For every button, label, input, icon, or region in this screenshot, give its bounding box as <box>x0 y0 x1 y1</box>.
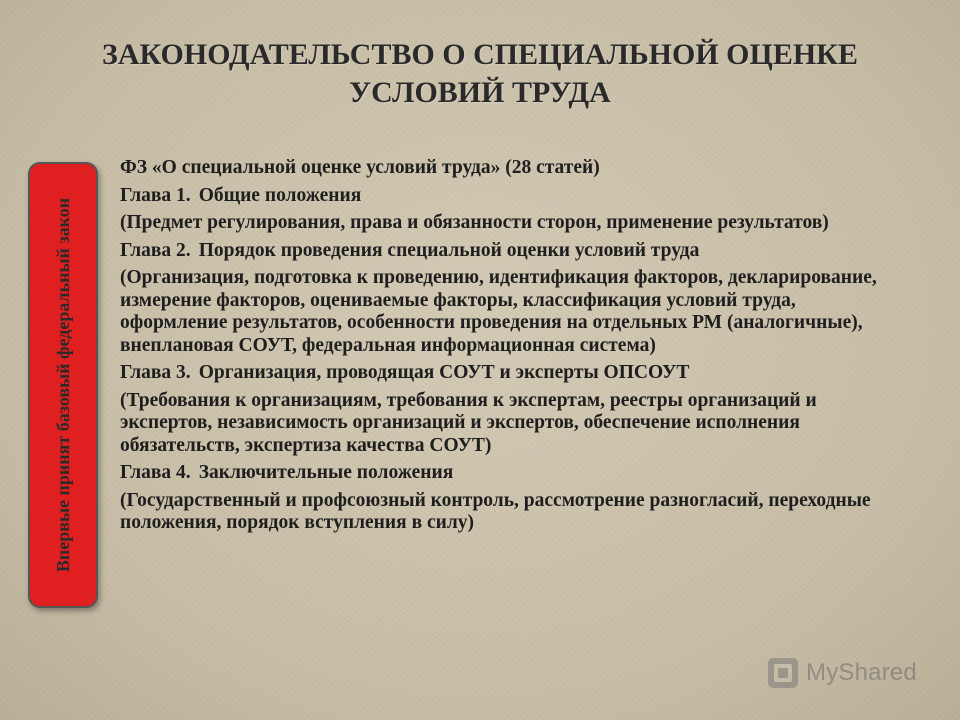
chapter-detail: (Предмет регулирования, права и обязанности сторон, применение результатов) <box>120 212 829 233</box>
chapter-heading <box>120 240 890 263</box>
law-line: ФЗ «О специальной оценке условий труда» (28 статей) <box>120 157 600 178</box>
side-label-panel <box>28 162 98 608</box>
side-label-text: Впервые принят базовый федеральный закон <box>53 197 73 573</box>
chapter-name: Организация, проводящая СОУТ и эксперты ОПСОУТ <box>198 362 690 383</box>
chapter-detail: (Организация, подготовка к проведению, идентификация факторов, декларирование, измерение факторов, оцениваемые факторы, классификация условий труда, оформление результатов, особенности проведения на отдельных РМ (аналогичные), внеплановая СОУТ, федеральная информационная система) <box>120 267 877 356</box>
myshared-logo-icon <box>766 656 800 690</box>
chapter-heading <box>120 462 890 485</box>
chapter-number: Глава 1. <box>120 184 191 206</box>
chapter-detail: (Требования к организациям, требования к экспертам, реестры организаций и экспертов, независимость организаций и экспертов, обеспечение исполнения обязательств, экспертиза качества СОУТ) <box>120 389 817 456</box>
chapter-name: Порядок проведения специальной оценки условий труда <box>198 239 700 261</box>
chapter-number: Глава 4. <box>120 462 191 483</box>
watermark-text: MyShared <box>806 659 917 686</box>
content-body <box>120 157 890 540</box>
slide-title: ЗАКОНОДАТЕЛЬСТВО О СПЕЦИАЛЬНОЙ ОЦЕНКЕ УСЛОВИЙ ТРУДА <box>102 38 858 109</box>
chapter-detail: (Государственный и профсоюзный контроль, рассмотрение разногласий, переходные положения, порядок вступления в силу) <box>120 489 871 533</box>
chapter-number: Глава 3. <box>120 362 191 383</box>
chapter-name: Общие положения <box>198 184 362 206</box>
chapter-heading <box>120 185 890 208</box>
chapter-heading <box>120 362 890 385</box>
chapter-name: Заключительные положения <box>198 462 454 483</box>
chapter-number: Глава 2. <box>120 239 191 261</box>
watermark <box>766 656 917 690</box>
